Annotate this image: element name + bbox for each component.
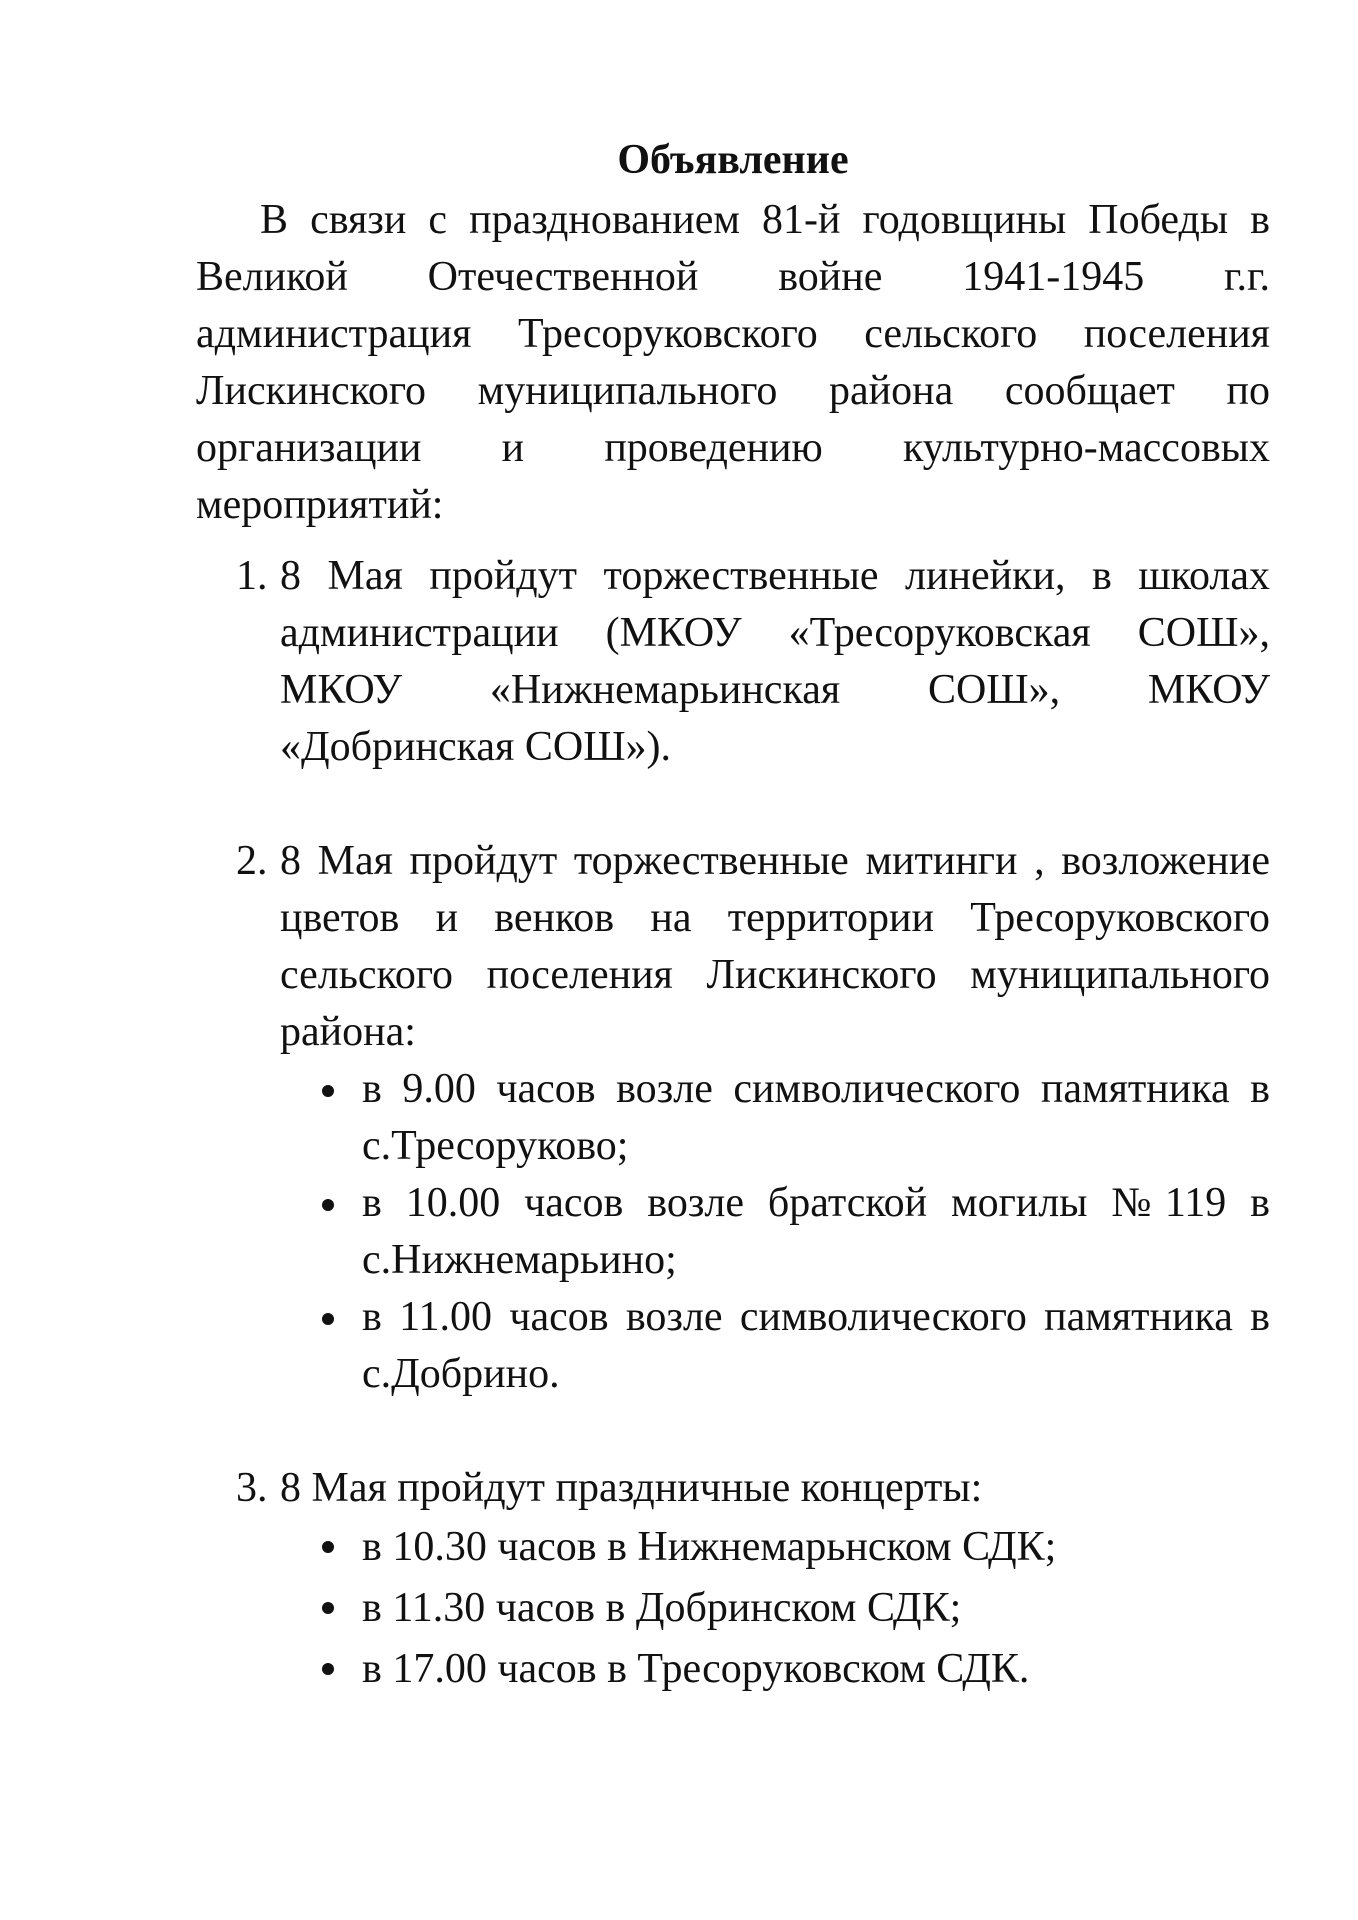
bullet-item bbox=[280, 1639, 1270, 1700]
intro-paragraph: В связи с празднованием 81-й годовщины Победы в Великой Отечественной войне 1941-1945 г.г. администрация Тресоруковского сельского поселения Лискинского муниципального района сообщает по организации и проведению культурно-массовых мероприятий: bbox=[196, 197, 1270, 528]
bullet-list bbox=[280, 1061, 1270, 1403]
list-number: 1. bbox=[236, 553, 268, 599]
bullet-text: в 10.00 часов возле братской могилы №119 в с.Нижнемарьино; bbox=[362, 1180, 1270, 1283]
bullet-icon bbox=[322, 1199, 334, 1211]
bullet-text: в 11.00 часов возле символического памятника в с.Добрино. bbox=[362, 1294, 1270, 1397]
document-title: Объявление bbox=[617, 137, 849, 183]
bullet-icon bbox=[322, 1541, 334, 1553]
bullet-item bbox=[280, 1578, 1270, 1639]
list-item-text: 8 Мая пройдут праздничные концерты: bbox=[280, 1465, 983, 1511]
bullet-icon bbox=[322, 1663, 334, 1675]
bullet-item bbox=[280, 1175, 1270, 1289]
bullet-item bbox=[280, 1517, 1270, 1578]
bullet-text: в 11.30 часов в Добринском СДК; bbox=[362, 1585, 962, 1631]
bullet-text: в 10.30 часов в Нижнемарьнском СДК; bbox=[362, 1524, 1057, 1570]
list-number: 3. bbox=[236, 1465, 268, 1511]
list-item-text: 8 Мая пройдут торжественные митинги , возложение цветов и венков на территории Тресоруковского сельского поселения Лискинского муниципального района: bbox=[280, 838, 1270, 1055]
list-item-text: 8 Мая пройдут торжественные линейки, в школах администрации (МКОУ «Тресоруковская СОШ», МКОУ «Нижнемарьинская СОШ», МКОУ «Добринская СОШ»). bbox=[280, 553, 1270, 770]
document-body bbox=[196, 128, 1270, 1700]
list-number: 2. bbox=[236, 838, 268, 884]
bullet-text: в 9.00 часов возле символического памятника в с.Тресоруково; bbox=[362, 1066, 1270, 1169]
bullet-text: в 17.00 часов в Тресоруковском СДК. bbox=[362, 1646, 1030, 1692]
bullet-item bbox=[280, 1061, 1270, 1175]
bullet-icon bbox=[322, 1313, 334, 1325]
bullet-icon bbox=[322, 1602, 334, 1614]
bullet-list bbox=[280, 1517, 1270, 1700]
numbered-list bbox=[196, 548, 1270, 1700]
list-item-3 bbox=[196, 1460, 1270, 1700]
list-item-1 bbox=[196, 548, 1270, 776]
bullet-item bbox=[280, 1289, 1270, 1403]
bullet-icon bbox=[322, 1085, 334, 1097]
list-item-2 bbox=[196, 833, 1270, 1403]
